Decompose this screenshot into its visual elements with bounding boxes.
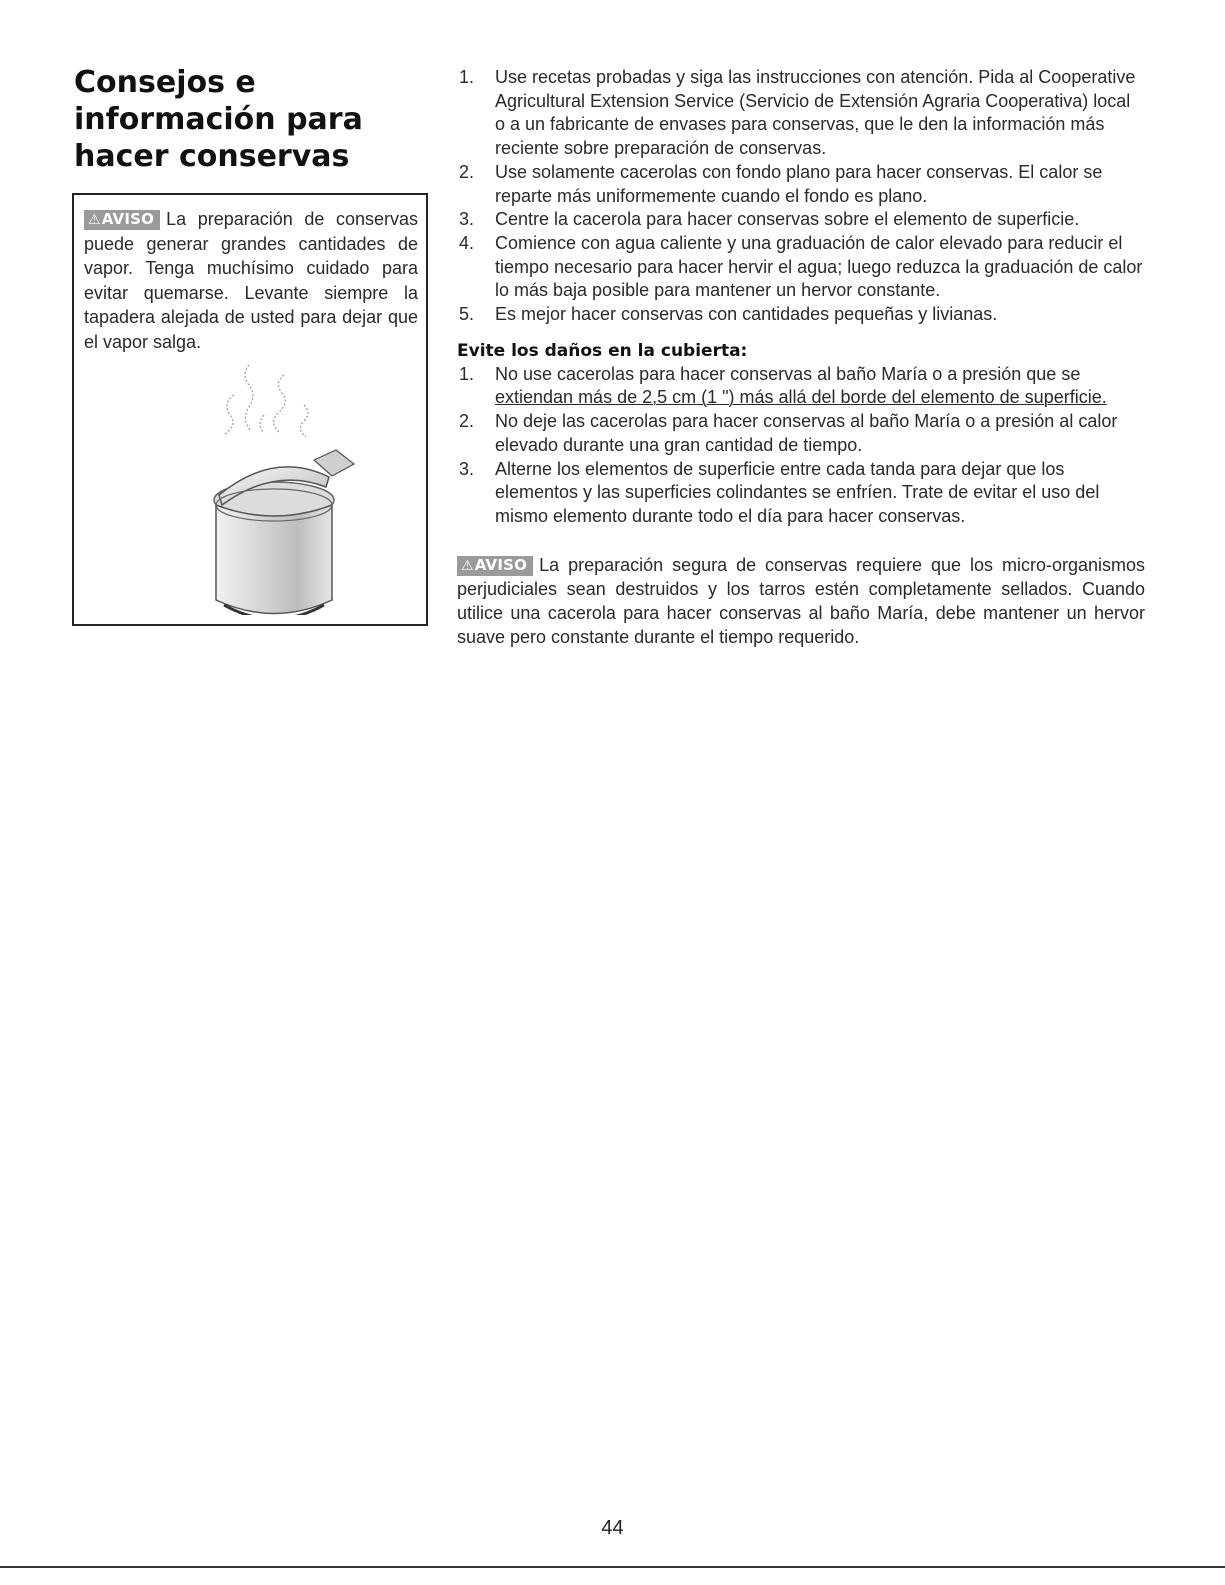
item-text: Alterne los elementos de superficie entre cada tanda para dejar que los elementos y las superficies colindantes se enfríen. Trate de evitar el uso del mismo elemento durante todo el día para hacer conservas. [495, 458, 1100, 526]
list-item [457, 208, 1145, 232]
right-column [457, 66, 1145, 649]
bottom-warning-text: La preparación segura de conservas requiere que los micro-organismos perjudiciales sean destruidos y los tarros estén completamente sellados. Cuando utilice una cacerola para hacer conservas al baño María, debe mantener un hervor suave pero constante durante el tiempo requerido. [457, 554, 1145, 647]
item-text: Use recetas probadas y siga las instrucciones con atención. Pida al Cooperative Agricultural Extension Service (Servicio de Extensión Agraria Cooperativa) local o a un fabricante de envases para conservas, que le den la información más reciente sobre preparación de conservas. [495, 67, 1136, 159]
aviso-label: AVISO [474, 555, 528, 574]
list-item [457, 161, 1145, 208]
item-text: Comience con agua caliente y una graduación de calor elevado para reducir el tiempo necesario para hacer hervir el agua; luego reduzca la graduación de calor lo más baja posible para mantener un hervor constante. [495, 232, 1143, 301]
warning-triangle-icon: ⚠ [88, 212, 101, 228]
warning-box-text: La preparación de conservas puede generar grandes cantidades de vapor. Tenga muchísimo cuidado para evitar quemarse. Levante siempre la tapadera alejada de usted para dejar que el vapor salga. [84, 209, 418, 352]
item-text-underlined: extiendan más de 2,5 cm (1 ") más allá del borde del elemento de superficie. [495, 387, 1107, 408]
title-line: información para [74, 102, 363, 137]
warning-box [72, 193, 428, 626]
item-number: 2. [459, 411, 475, 432]
item-text: Use solamente cacerolas con fondo plano para hacer conservas. El calor se reparte más uniformemente cuando el fondo es plano. [495, 161, 1103, 206]
bottom-warning [457, 553, 1145, 649]
list-item [457, 303, 1145, 327]
item-number: 1. [459, 363, 475, 384]
page-number: 44 [601, 1517, 624, 1539]
title-line: Consejos e [74, 65, 256, 100]
list-item [457, 410, 1145, 457]
item-number: 3. [459, 458, 475, 479]
item-text: No deje las cacerolas para hacer conservas al baño María o a presión al calor elevado durante una gran cantidad de tiempo. [495, 411, 1118, 455]
warning-triangle-icon: ⚠ [461, 557, 474, 574]
item-number: 1. [459, 67, 475, 87]
item-number: 5. [459, 304, 475, 325]
item-text: Centre la cacerola para hacer conservas sobre el elemento de superficie. [495, 209, 1080, 230]
canning-tips-list [457, 66, 1145, 327]
damage-list [457, 363, 1145, 529]
page-title [74, 64, 414, 175]
aviso-badge [84, 210, 160, 230]
item-number: 4. [459, 232, 475, 253]
canner-pot-illustration [144, 355, 364, 615]
list-item [457, 66, 1145, 161]
list-item [457, 232, 1145, 303]
title-line: hacer conservas [74, 139, 350, 174]
steam-icon [224, 365, 308, 437]
aviso-badge [457, 556, 533, 576]
warning-box-text-block [84, 207, 418, 354]
item-number: 3. [459, 209, 475, 230]
damage-section-title: Evite los daños en la cubierta: [457, 340, 748, 361]
bottom-rule [0, 1566, 1225, 1568]
item-text: Es mejor hacer conservas con cantidades pequeñas y livianas. [495, 304, 998, 325]
item-number: 2. [459, 161, 475, 182]
aviso-label: AVISO [101, 210, 155, 228]
list-item [457, 363, 1145, 410]
list-item [457, 458, 1145, 529]
item-text: No use cacerolas para hacer conservas al baño María o a presión que se [495, 363, 1081, 384]
